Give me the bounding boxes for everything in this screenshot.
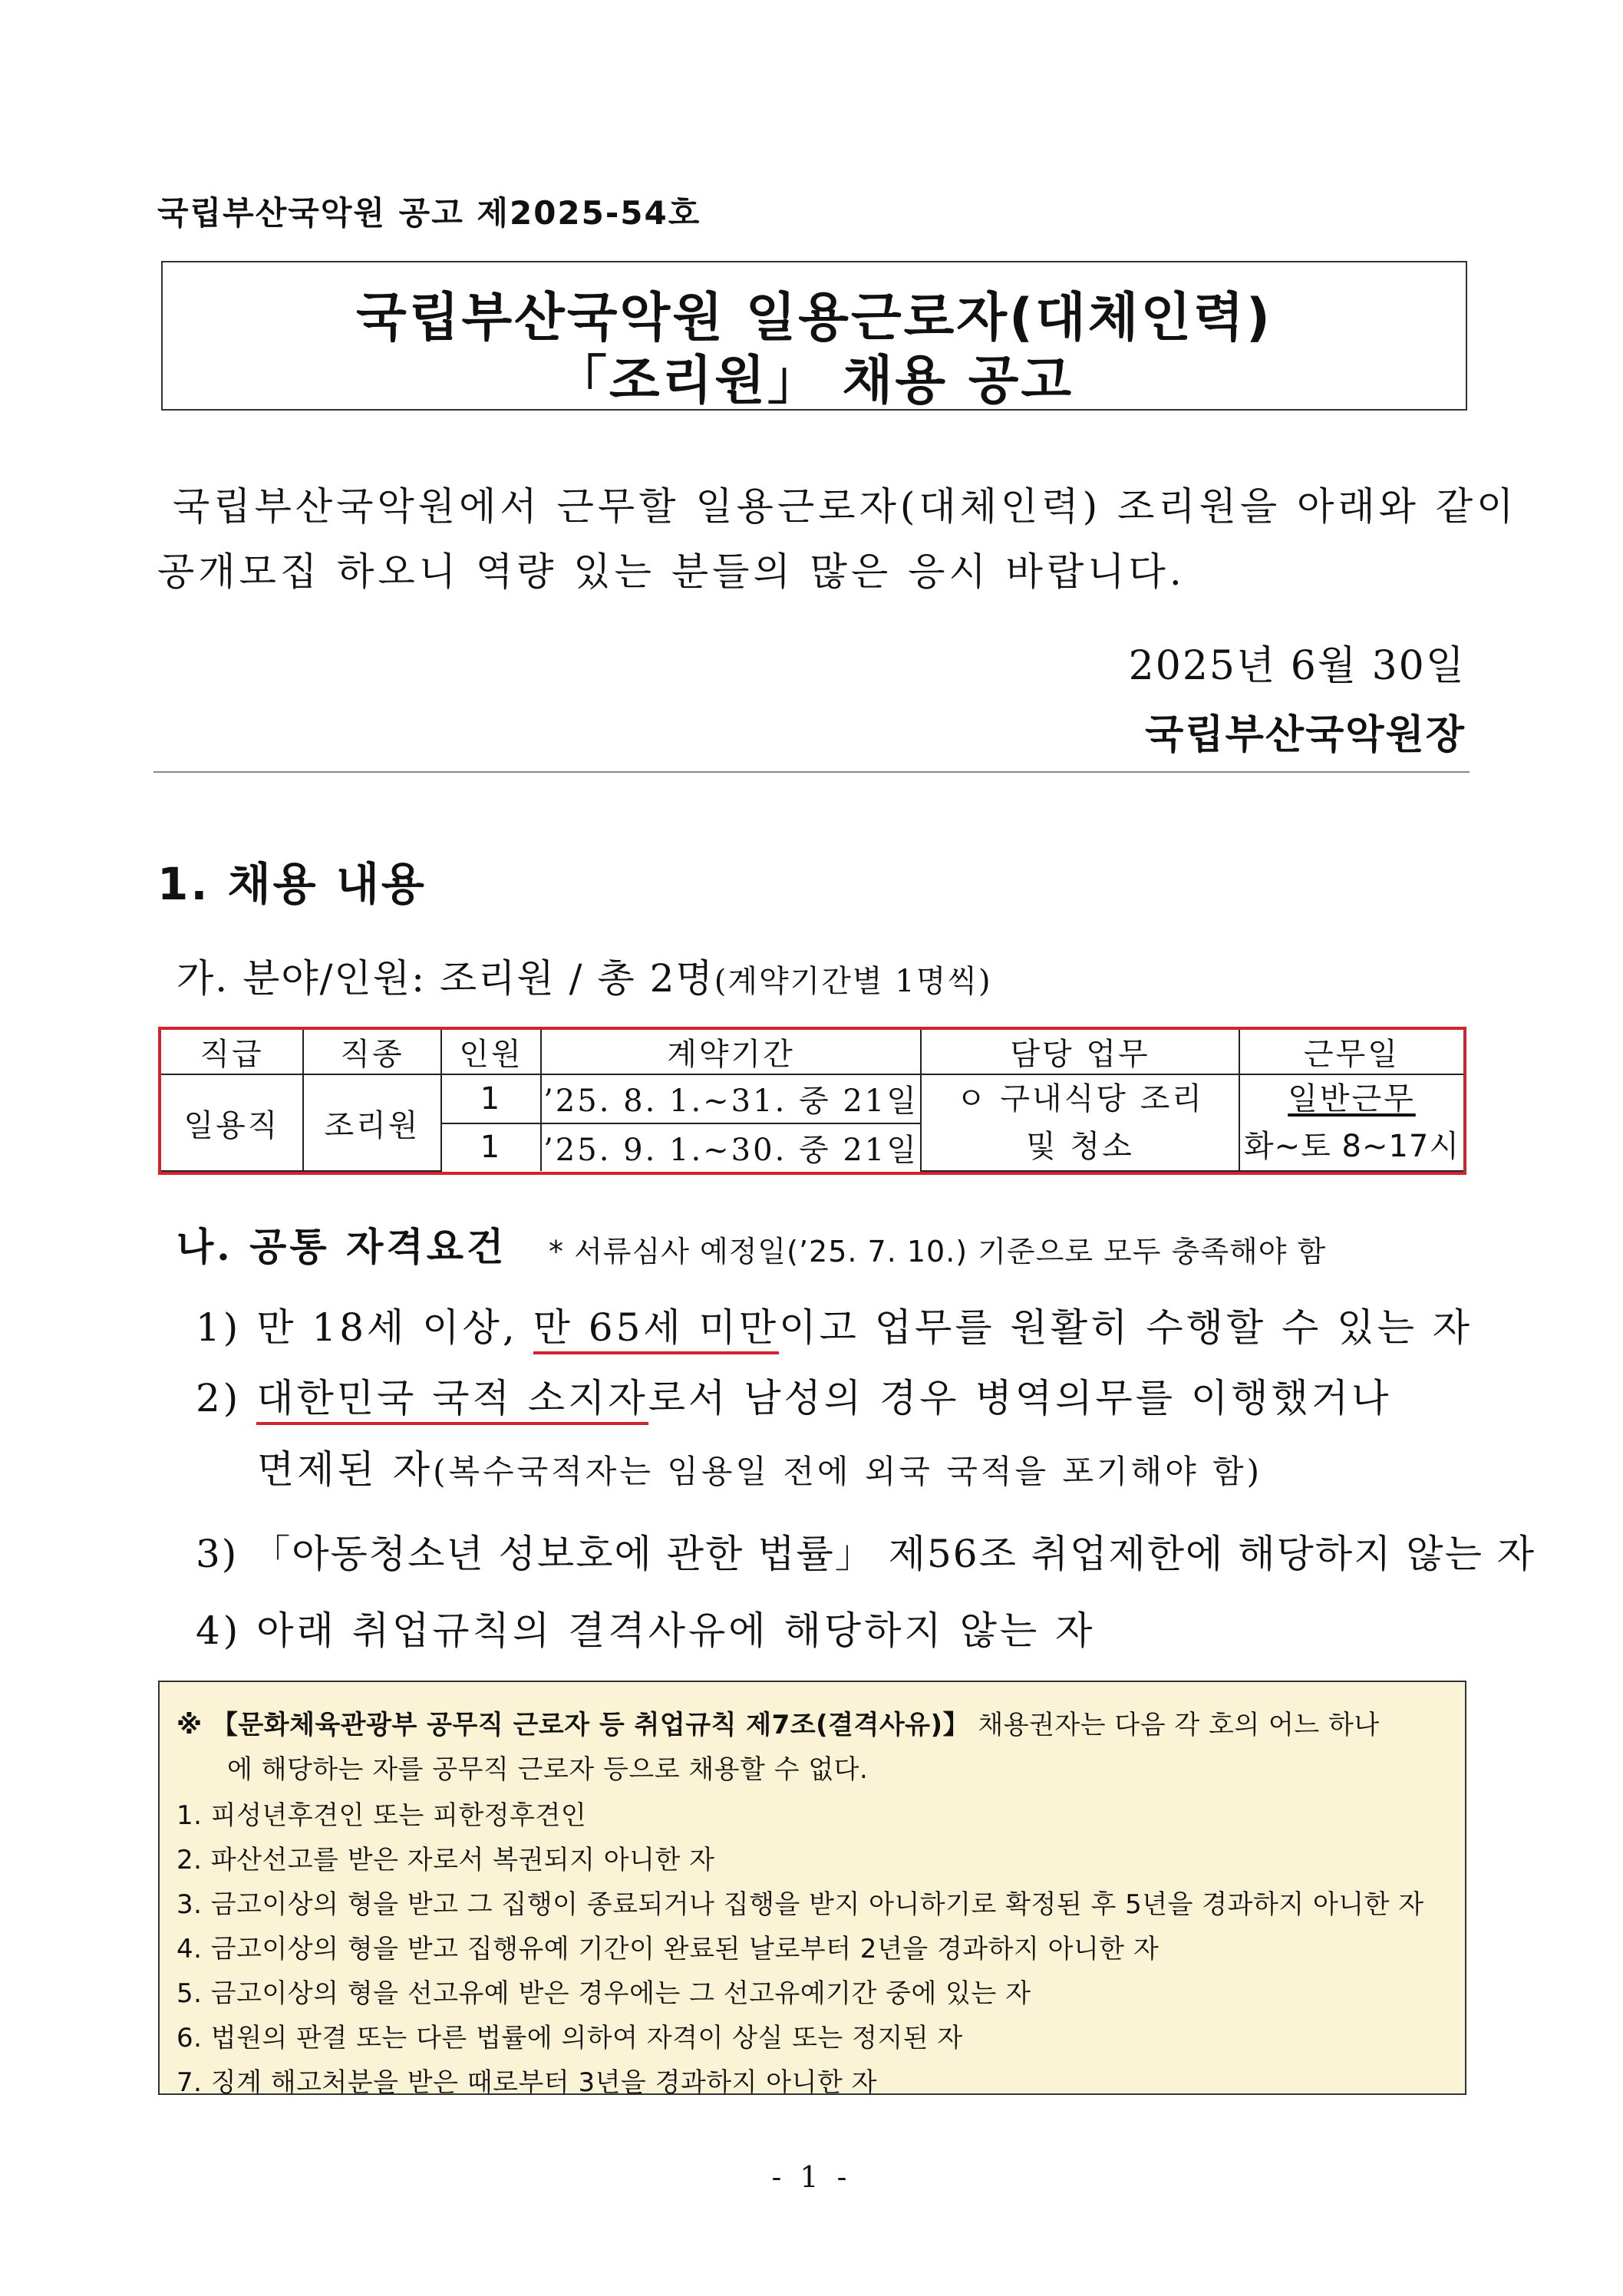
table-header-count: 인원: [441, 1030, 541, 1074]
table-header-period: 계약기간: [541, 1030, 921, 1074]
rules-item-3: 3. 금고이상의 형을 받고 그 집행이 종료되거나 집행을 받지 아니하기로 확정된 후 5년을 경과하지 아니한 자: [176, 1889, 1424, 1920]
requirement-2: [196, 1367, 1391, 1423]
table-header-row: [161, 1030, 1463, 1074]
title-line-2: 「조리원」 채용 공고: [554, 351, 1074, 411]
requirement-1-prefix: 1) 만 18세 이상,: [196, 1305, 533, 1350]
rules-item-1: 1. 피성년후견인 또는 피한정후견인: [176, 1800, 587, 1831]
table-header-duty: 담당 업무: [921, 1030, 1239, 1074]
notice-number: 국립부산국악원 공고 제2025-54호: [157, 194, 701, 232]
cell-workday-line-2: 화~토 8~17시: [1243, 1129, 1460, 1164]
title-line-1: 국립부산국악원 일용근로자(대체인력): [356, 288, 1272, 348]
subsection-a-heading: [176, 948, 992, 1003]
requirement-2-suffix: 로서 남성의 경우 병역의무를 이행했거나: [648, 1376, 1392, 1420]
divider: [153, 771, 1470, 773]
requirement-1-underlined: 만 65세 미만: [533, 1305, 780, 1354]
table-header-rank: 직급: [161, 1030, 303, 1074]
rules-heading-title: ※ 【문화체육관광부 공무직 근로자 등 취업규칙 제7조(결격사유)】: [176, 1710, 970, 1740]
requirement-4: 4) 아래 취업규칙의 결격사유에 해당하지 않는 자: [196, 1608, 1096, 1653]
intro-line-2: 공개모집 하오니 역량 있는 분들의 많은 응시 바랍니다.: [157, 549, 1186, 594]
table-row: [161, 1074, 1463, 1123]
subsection-b-heading: 나. 공통 자격요건: [176, 1224, 507, 1269]
cell-count: 1: [441, 1074, 541, 1123]
rules-item-7: 7. 징계 해고처분을 받은 때로부터 3년을 경과하지 아니한 자: [176, 2067, 877, 2098]
subsection-b-note: * 서류심사 예정일(’25. 7. 10.) 기준으로 모두 충족해야 함: [549, 1235, 1327, 1268]
cell-workday-line-1: 일반근무: [1288, 1081, 1416, 1117]
rules-heading: [176, 1704, 1380, 1741]
cell-count: 1: [441, 1123, 541, 1171]
requirement-1: [196, 1297, 1473, 1352]
cell-job: 조리원: [303, 1074, 441, 1171]
page-number: - 1 -: [771, 2160, 852, 2194]
announcing-organization: 국립부산국악원장: [1145, 712, 1466, 758]
title-box: [161, 261, 1467, 411]
requirement-1-suffix: 이고 업무를 원활히 수행할 수 있는 자: [779, 1305, 1473, 1350]
section-1-heading: 1. 채용 내용: [157, 858, 427, 910]
rules-item-4: 4. 금고이상의 형을 받고 집행유예 기간이 완료된 날로부터 2년을 경과하지 아니한 자: [176, 1934, 1160, 1964]
table-header-job: 직종: [303, 1030, 441, 1074]
rules-item-2: 2. 파산선고를 받은 자로서 복권되지 아니한 자: [176, 1845, 715, 1875]
requirement-2-cont: 면제된 자: [257, 1447, 434, 1492]
requirement-2-prefix: 2): [196, 1376, 257, 1420]
subsection-a-label: 가. 분야/인원: 조리원 / 총 2명: [176, 956, 714, 1001]
cell-workday: [1239, 1074, 1463, 1171]
rules-item-5: 5. 금고이상의 형을 선고유예 받은 경우에는 그 선고유예기간 중에 있는 자: [176, 1978, 1031, 2009]
requirement-2-underlined: 대한민국 국적 소지자: [256, 1376, 648, 1425]
requirement-3: 3) 「아동청소년 성보호에 관한 법률」 제56조 취업제한에 해당하지 않는 자: [196, 1532, 1536, 1576]
cell-period: ’25. 9. 1.~30. 중 21일: [541, 1123, 921, 1171]
staff-table-highlight: [158, 1027, 1466, 1175]
requirement-2-note: (복수국적자는 임용일 전에 외국 국적을 포기해야 함): [433, 1453, 1262, 1490]
subsection-a-note: (계약기간별 1명씩): [714, 964, 992, 999]
intro-line-1: 국립부산국악원에서 근무할 일용근로자(대체인력) 조리원을 아래와 같이: [173, 484, 1518, 529]
requirement-2-continued: [257, 1439, 1262, 1494]
cell-rank: 일용직: [161, 1074, 303, 1171]
table-header-workday: 근무일: [1239, 1030, 1463, 1074]
announcement-date: 2025년 6월 30일: [1128, 643, 1466, 689]
staff-table: [161, 1030, 1463, 1172]
cell-duty-line-2: 및 청소: [1026, 1129, 1134, 1164]
cell-duty-line-1: ㅇ 구내식당 조리: [956, 1081, 1204, 1117]
cell-period: ’25. 8. 1.~31. 중 21일: [541, 1074, 921, 1123]
rules-heading-rest: 채용권자는 다음 각 호의 어느 하나: [969, 1710, 1380, 1740]
employment-rules-box: [158, 1681, 1466, 2098]
rules-heading-cont: 에 해당하는 자를 공무직 근로자 등으로 채용할 수 없다.: [227, 1754, 869, 1785]
rules-item-6: 6. 법원의 판결 또는 다른 법률에 의하여 자격이 상실 또는 정지된 자: [176, 2023, 963, 2054]
cell-duty: [921, 1074, 1239, 1171]
